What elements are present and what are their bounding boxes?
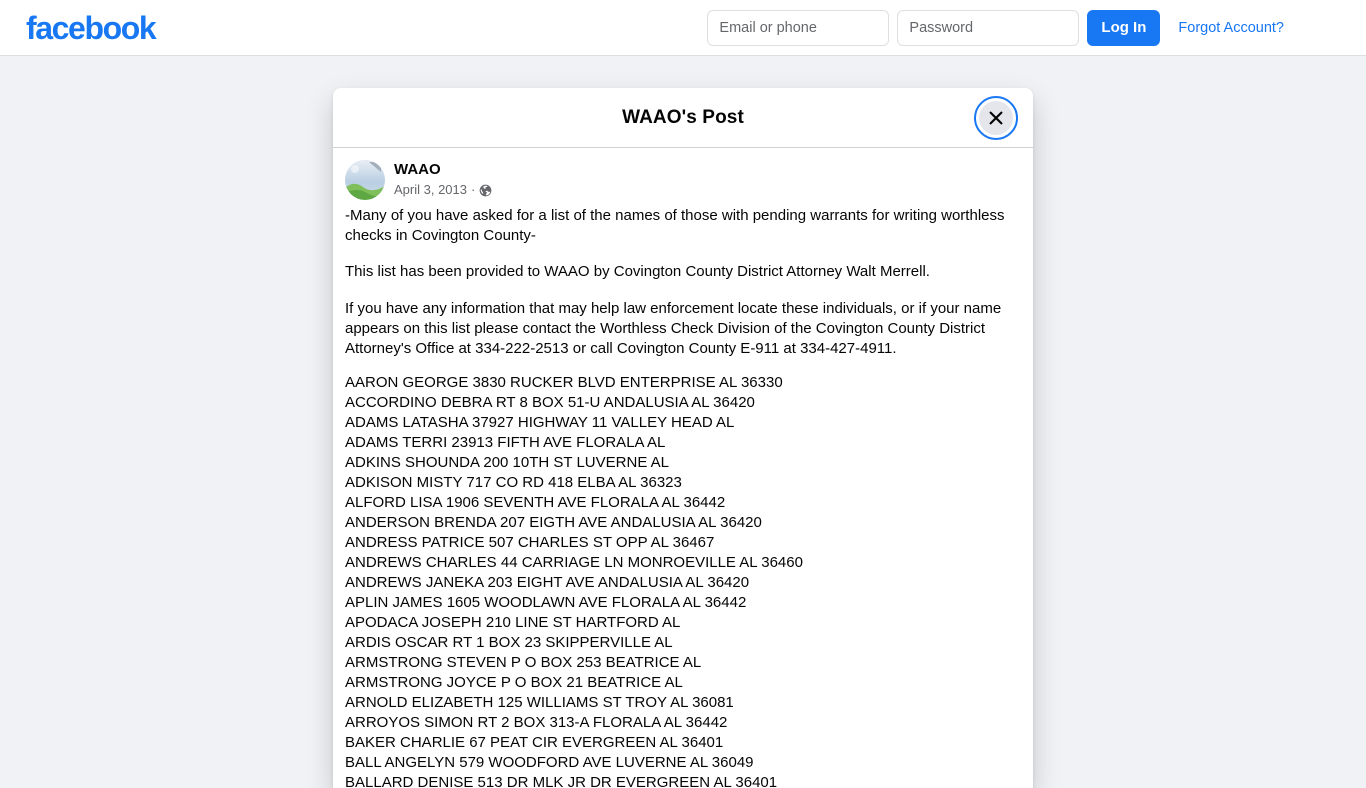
post-date: April 3, 2013 xyxy=(394,181,467,197)
close-button[interactable] xyxy=(974,96,1018,140)
list-item: ADKINS SHOUNDA 200 10TH ST LUVERNE AL xyxy=(345,454,670,472)
list-item: ADKISON MISTY 717 CO RD 418 ELBA AL 36323 xyxy=(345,474,682,492)
email-or-phone-input[interactable] xyxy=(707,10,889,46)
post-container xyxy=(333,148,1033,788)
post-body xyxy=(345,206,1017,788)
login-form xyxy=(707,10,1346,46)
post-meta xyxy=(394,160,492,199)
post-author-header xyxy=(345,160,1017,206)
list-item: ANDREWS JANEKA 203 EIGHT AVE ANDALUSIA AL 36420 xyxy=(345,574,750,592)
meta-separator: · xyxy=(471,181,476,197)
list-item: BAKER CHARLIE 67 PEAT CIR EVERGREEN AL 36401 xyxy=(345,734,724,752)
modal-header xyxy=(333,88,1033,148)
post-modal-dialog xyxy=(333,88,1033,788)
list-item: ALFORD LISA 1906 SEVENTH AVE FLORALA AL 36442 xyxy=(345,494,726,512)
avatar[interactable] xyxy=(345,160,385,200)
warrant-names-list xyxy=(345,373,1017,788)
facebook-logo[interactable]: facebook xyxy=(26,9,156,46)
list-item: ANDERSON BRENDA 207 EIGTH AVE ANDALUSIA AL 36420 xyxy=(345,514,762,532)
list-item: ARNOLD ELIZABETH 125 WILLIAMS ST TROY AL 36081 xyxy=(345,694,734,712)
list-item: ARDIS OSCAR RT 1 BOX 23 SKIPPERVILLE AL xyxy=(345,634,673,652)
list-item: ARROYOS SIMON RT 2 BOX 313-A FLORALA AL 36442 xyxy=(345,714,728,732)
list-item: APODACA JOSEPH 210 LINE ST HARTFORD AL xyxy=(345,614,681,632)
list-item: ARMSTRONG JOYCE P O BOX 21 BEATRICE AL xyxy=(345,674,683,692)
top-navigation-bar xyxy=(0,0,1366,56)
close-icon xyxy=(979,101,1013,135)
modal-title: WAAO's Post xyxy=(622,106,744,128)
list-item: BALLARD DENISE 513 DR MLK JR DR EVERGREEN AL 36401 xyxy=(345,774,778,788)
list-item: AARON GEORGE 3830 RUCKER BLVD ENTERPRISE AL 36330 xyxy=(345,374,783,392)
forgot-account-link[interactable]: Forgot Account? xyxy=(1178,19,1284,36)
list-item: ADAMS LATASHA 37927 HIGHWAY 11 VALLEY HEAD AL xyxy=(345,414,735,432)
list-item: ANDRESS PATRICE 507 CHARLES ST OPP AL 36467 xyxy=(345,534,715,552)
list-item: APLIN JAMES 1605 WOODLAWN AVE FLORALA AL 36442 xyxy=(345,594,747,612)
post-paragraph: -Many of you have asked for a list of the names of those with pending warrants for writing worthless checks in Covington County- xyxy=(345,207,1005,245)
post-paragraph: This list has been provided to WAAO by Covington County District Attorney Walt Merrell. xyxy=(345,263,930,281)
globe-icon xyxy=(479,184,492,197)
list-item: ANDREWS CHARLES 44 CARRIAGE LN MONROEVILLE AL 36460 xyxy=(345,554,803,572)
post-timestamp-row xyxy=(394,182,492,199)
password-input[interactable] xyxy=(897,10,1079,46)
list-item: BALL ANGELYN 579 WOODFORD AVE LUVERNE AL 36049 xyxy=(345,754,754,772)
list-item: ARMSTRONG STEVEN P O BOX 253 BEATRICE AL xyxy=(345,654,702,672)
log-in-button[interactable]: Log In xyxy=(1087,10,1160,46)
post-author-name[interactable]: WAAO xyxy=(394,161,441,178)
list-item: ADAMS TERRI 23913 FIFTH AVE FLORALA AL xyxy=(345,434,666,452)
post-paragraph: If you have any information that may help law enforcement locate these individuals, or if your name appears on this list please contact the Worthless Check Division of the Covington County District Attorney's Office at 334-222-2513 or call Covington County E-911 at 334-427-4911. xyxy=(345,299,1002,357)
list-item: ACCORDINO DEBRA RT 8 BOX 51-U ANDALUSIA AL 36420 xyxy=(345,394,755,412)
